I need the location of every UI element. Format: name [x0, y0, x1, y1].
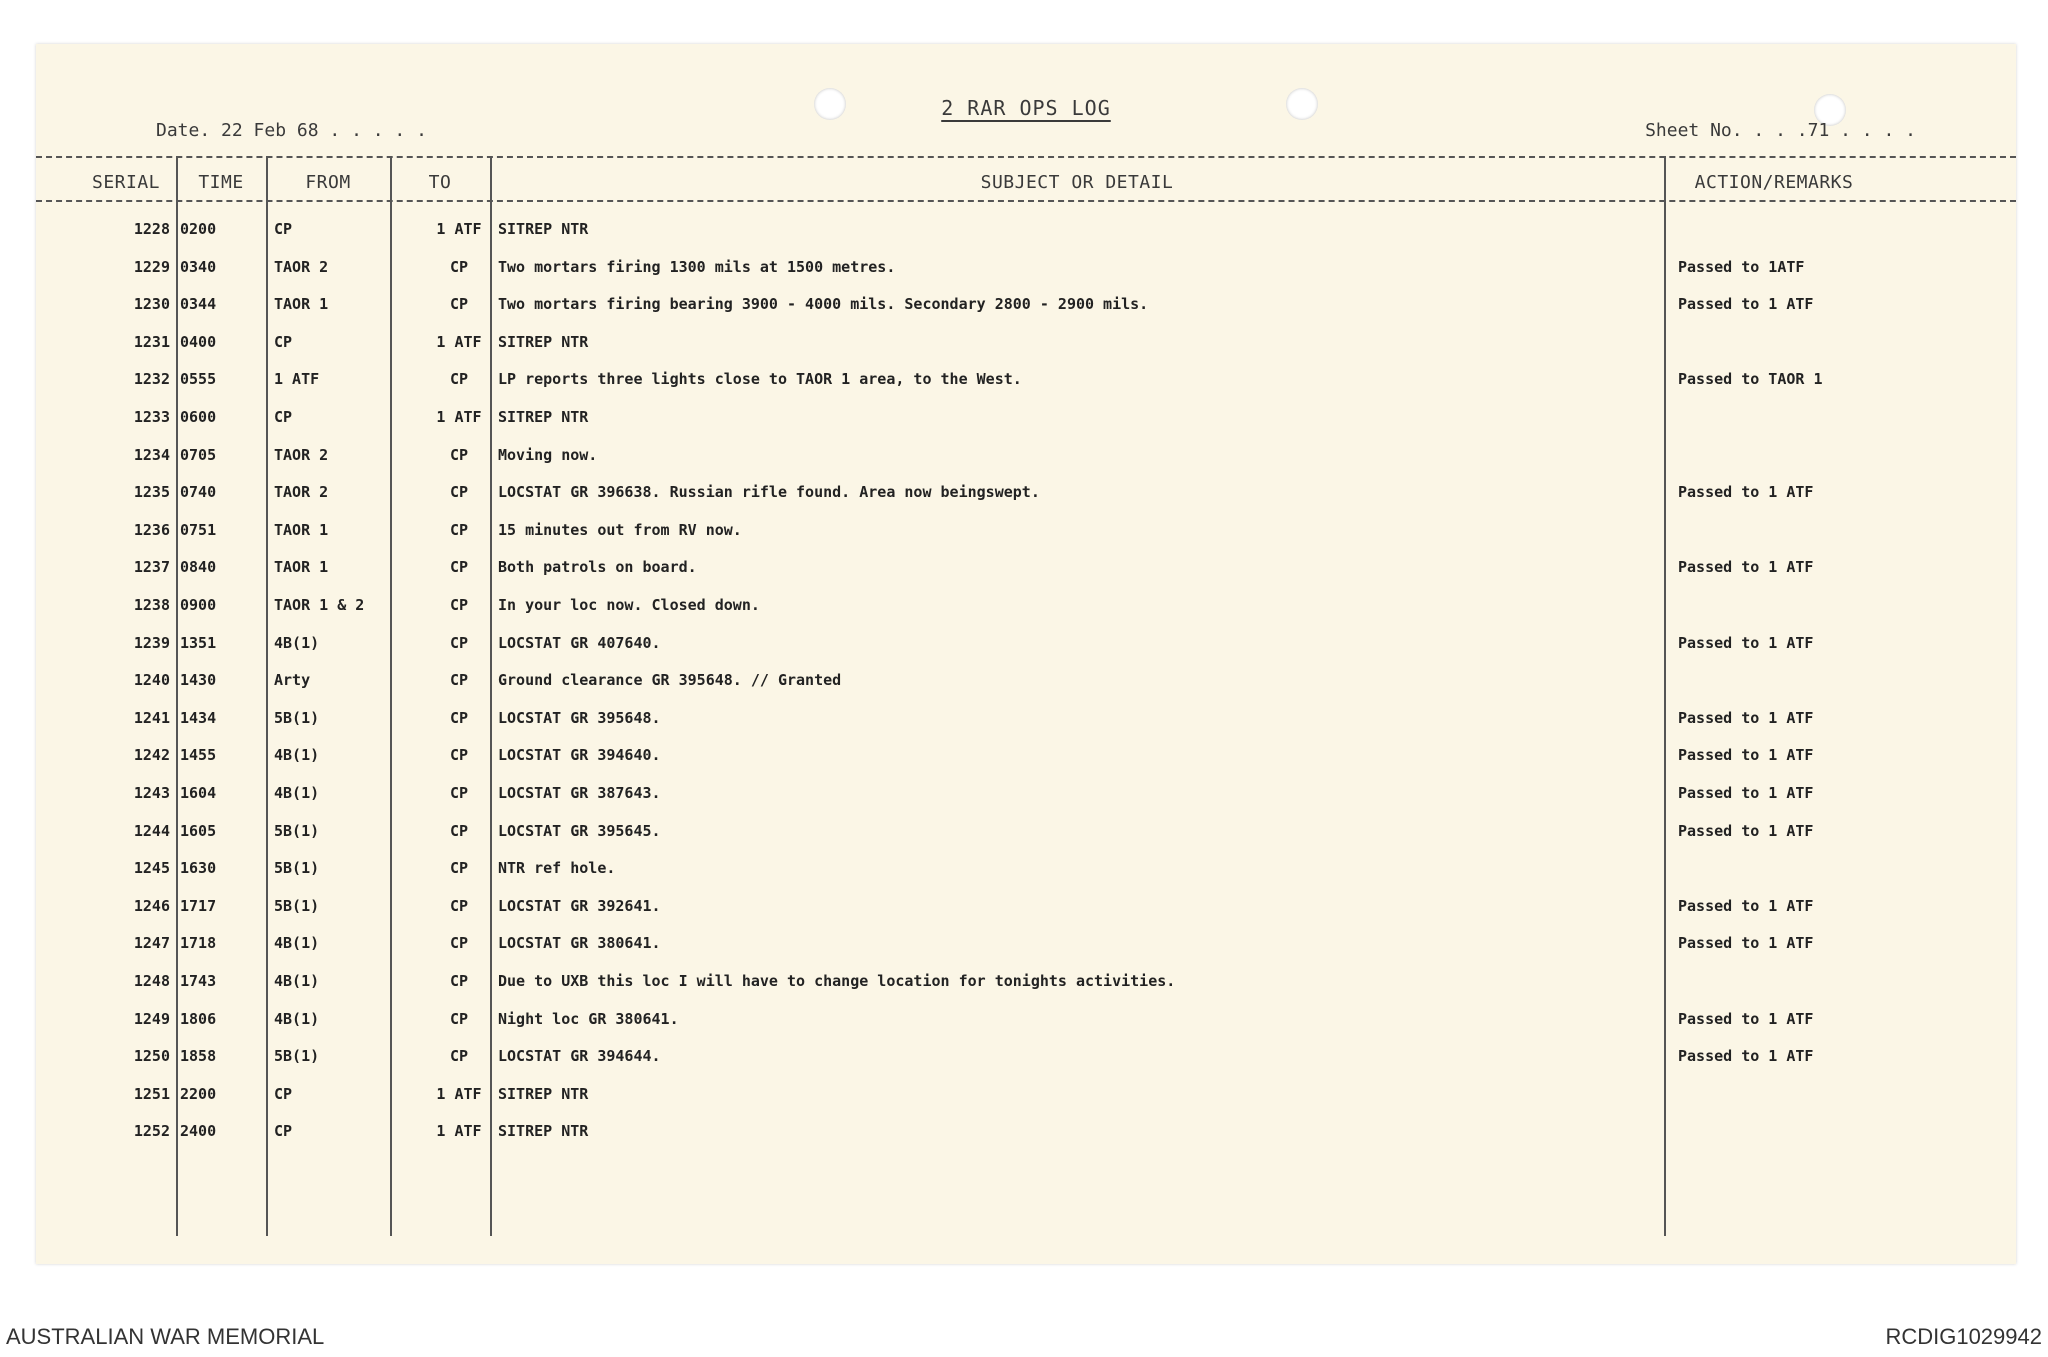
row-subject: SITREP NTR: [498, 408, 589, 426]
log-sheet: [36, 44, 2016, 1264]
table-row: [36, 1000, 2016, 1036]
row-time: 0751: [180, 520, 217, 539]
row-serial: 1250: [133, 1047, 170, 1066]
table-row: [36, 586, 2016, 622]
table-row: [36, 962, 2016, 998]
table-row: [36, 473, 2016, 509]
row-serial: 1248: [133, 972, 170, 990]
row-to: CP: [449, 708, 469, 727]
row-from: 4B(1): [274, 784, 320, 802]
row-to: CP: [449, 784, 469, 802]
row-time: 1806: [180, 1009, 217, 1028]
row-from: 4B(1): [274, 746, 320, 765]
row-from: CP: [274, 220, 293, 238]
row-to: CP: [449, 520, 469, 539]
row-from: 5B(1): [274, 1047, 320, 1066]
table-row: [36, 360, 2016, 396]
row-from: 5B(1): [274, 859, 320, 878]
row-serial: 1232: [133, 370, 170, 389]
row-subject: Two mortars firing 1300 mils at 1500 metres.: [498, 257, 896, 276]
row-to: 1 ATF: [436, 1122, 482, 1141]
row-time: 2200: [180, 1084, 217, 1103]
row-to: CP: [449, 370, 469, 389]
row-serial: 1251: [133, 1084, 170, 1103]
table-row: [36, 661, 2016, 697]
row-subject: LOCSTAT GR 396638. Russian rifle found. Area now beingswept.: [498, 483, 1040, 502]
row-time: 1743: [180, 972, 217, 990]
row-to: CP: [449, 746, 469, 765]
row-serial: 1247: [133, 934, 170, 953]
row-time: 1858: [180, 1047, 217, 1066]
header-serial: SERIAL: [91, 172, 161, 193]
document-title: 2 RAR OPS LOG: [941, 96, 1111, 120]
row-from: TAOR 1: [274, 558, 329, 577]
row-action: Passed to 1 ATF: [1678, 896, 1814, 915]
row-subject: In your loc now. Closed down.: [498, 596, 760, 614]
row-subject: LOCSTAT GR 387643.: [498, 784, 661, 802]
row-to: CP: [449, 257, 469, 276]
row-subject: NTR ref hole.: [498, 859, 616, 878]
row-time: 1434: [180, 708, 217, 727]
row-serial: 1249: [133, 1009, 170, 1028]
row-time: 1630: [180, 859, 217, 878]
row-from: CP: [274, 1122, 293, 1141]
row-subject: LOCSTAT GR 395648.: [498, 708, 661, 727]
table-row: [36, 248, 2016, 284]
row-action: Passed to 1 ATF: [1678, 1047, 1814, 1066]
row-action: Passed to 1 ATF: [1678, 746, 1814, 765]
row-time: 1351: [180, 633, 217, 652]
row-serial: 1241: [133, 708, 170, 727]
table-row: [36, 1037, 2016, 1073]
row-subject: Night loc GR 380641.: [498, 1009, 679, 1028]
row-serial: 1229: [133, 257, 170, 276]
row-subject: LOCSTAT GR 394644.: [498, 1047, 661, 1066]
table-row: [36, 774, 2016, 810]
row-from: 1 ATF: [274, 370, 320, 389]
row-action: Passed to 1 ATF: [1678, 1009, 1814, 1028]
row-time: 0740: [180, 483, 217, 502]
header-to: TO: [428, 172, 452, 193]
row-from: TAOR 1 & 2: [274, 596, 365, 614]
row-serial: 1245: [133, 859, 170, 878]
row-to: CP: [449, 633, 469, 652]
row-to: CP: [449, 934, 469, 953]
row-action: Passed to 1ATF: [1678, 257, 1805, 276]
row-to: CP: [449, 1009, 469, 1028]
row-subject: Two mortars firing bearing 3900 - 4000 mils. Secondary 2800 - 2900 mils.: [498, 295, 1149, 314]
table-row: [36, 812, 2016, 848]
row-action: Passed to 1 ATF: [1678, 558, 1814, 577]
table-row: [36, 511, 2016, 547]
row-from: TAOR 2: [274, 445, 329, 464]
row-serial: 1243: [133, 784, 170, 802]
row-subject: Ground clearance GR 395648. // Granted: [498, 671, 842, 690]
row-time: 1455: [180, 746, 217, 765]
row-time: 0400: [180, 332, 217, 351]
row-action: Passed to TAOR 1: [1678, 370, 1823, 389]
row-to: CP: [449, 896, 469, 915]
table-row: [36, 548, 2016, 584]
row-to: 1 ATF: [436, 1084, 482, 1103]
table-row: [36, 924, 2016, 960]
row-time: 0200: [180, 220, 217, 238]
row-to: 1 ATF: [436, 220, 482, 238]
row-to: CP: [449, 821, 469, 840]
table-row: [36, 849, 2016, 885]
row-subject: LOCSTAT GR 380641.: [498, 934, 661, 953]
row-time: 0555: [180, 370, 217, 389]
row-serial: 1231: [133, 332, 170, 351]
row-serial: 1244: [133, 821, 170, 840]
table-row: [36, 624, 2016, 660]
table-row: [36, 699, 2016, 735]
row-subject: SITREP NTR: [498, 1084, 589, 1103]
footer-institution: AUSTRALIAN WAR MEMORIAL: [6, 1324, 325, 1349]
row-time: 1604: [180, 784, 217, 802]
row-to: CP: [449, 1047, 469, 1066]
row-subject: Both patrols on board.: [498, 558, 697, 577]
table-row: [36, 210, 2016, 246]
row-from: 4B(1): [274, 1009, 320, 1028]
row-subject: Due to UXB this loc I will have to change location for tonights activities.: [498, 972, 1176, 990]
row-from: 5B(1): [274, 896, 320, 915]
row-serial: 1237: [133, 558, 170, 577]
row-serial: 1236: [133, 520, 170, 539]
row-serial: 1234: [133, 445, 170, 464]
row-action: Passed to 1 ATF: [1678, 633, 1814, 652]
table-row: [36, 887, 2016, 923]
table-row: [36, 323, 2016, 359]
header-bottom-rule: [36, 200, 2016, 202]
row-time: 0900: [180, 596, 217, 614]
row-from: CP: [274, 1084, 293, 1103]
row-serial: 1240: [133, 671, 170, 690]
row-time: 0840: [180, 558, 217, 577]
row-serial: 1246: [133, 896, 170, 915]
row-serial: 1238: [133, 596, 170, 614]
row-time: 0340: [180, 257, 217, 276]
row-from: 5B(1): [274, 708, 320, 727]
row-serial: 1242: [133, 746, 170, 765]
row-action: Passed to 1 ATF: [1678, 483, 1814, 502]
row-to: CP: [449, 295, 469, 314]
header-from: FROM: [305, 172, 351, 193]
row-action: Passed to 1 ATF: [1678, 821, 1814, 840]
row-action: Passed to 1 ATF: [1678, 934, 1814, 953]
row-serial: 1239: [133, 633, 170, 652]
row-serial: 1230: [133, 295, 170, 314]
row-subject: Moving now.: [498, 445, 598, 464]
row-from: TAOR 2: [274, 483, 329, 502]
row-subject: SITREP NTR: [498, 332, 589, 351]
row-time: 1718: [180, 934, 217, 953]
row-subject: SITREP NTR: [498, 1122, 589, 1141]
row-from: 4B(1): [274, 633, 320, 652]
row-from: 4B(1): [274, 934, 320, 953]
row-action: Passed to 1 ATF: [1678, 295, 1814, 314]
row-subject: LP reports three lights close to TAOR 1 area, to the West.: [498, 370, 1022, 389]
header-top-rule: [36, 156, 2016, 158]
header-subject: SUBJECT OR DETAIL: [980, 172, 1174, 193]
row-from: TAOR 2: [274, 257, 329, 276]
row-from: CP: [274, 408, 293, 426]
row-to: 1 ATF: [436, 332, 482, 351]
row-from: 4B(1): [274, 972, 320, 990]
row-to: CP: [449, 671, 469, 690]
row-subject: 15 minutes out from RV now.: [498, 520, 742, 539]
row-subject: LOCSTAT GR 392641.: [498, 896, 661, 915]
row-from: TAOR 1: [274, 520, 329, 539]
table-row: [36, 1112, 2016, 1148]
row-to: CP: [449, 859, 469, 878]
row-serial: 1233: [133, 408, 170, 426]
row-time: 0600: [180, 408, 217, 426]
row-time: 1605: [180, 821, 217, 840]
row-serial: 1252: [133, 1122, 170, 1141]
row-to: CP: [449, 596, 469, 614]
row-time: 0344: [180, 295, 217, 314]
table-row: [36, 398, 2016, 434]
row-action: Passed to 1 ATF: [1678, 708, 1814, 727]
row-to: CP: [449, 558, 469, 577]
row-from: CP: [274, 332, 293, 351]
footer-record-id: RCDIG1029942: [1885, 1324, 2042, 1349]
row-from: Arty: [274, 671, 311, 690]
table-row: [36, 1075, 2016, 1111]
header-action: ACTION/REMARKS: [1694, 172, 1854, 193]
date-label: Date. 22 Feb 68 . . . . .: [156, 120, 427, 141]
header-time: TIME: [198, 172, 244, 193]
row-subject: SITREP NTR: [498, 220, 589, 238]
row-serial: 1235: [133, 483, 170, 502]
row-from: 5B(1): [274, 821, 320, 840]
row-subject: LOCSTAT GR 394640.: [498, 746, 661, 765]
row-time: 0705: [180, 445, 217, 464]
row-to: CP: [449, 483, 469, 502]
row-to: CP: [449, 972, 469, 990]
row-time: 1430: [180, 671, 217, 690]
row-subject: LOCSTAT GR 395645.: [498, 821, 661, 840]
row-serial: 1228: [133, 220, 170, 238]
row-to: CP: [449, 445, 469, 464]
table-row: [36, 736, 2016, 772]
row-from: TAOR 1: [274, 295, 329, 314]
row-to: 1 ATF: [436, 408, 482, 426]
table-row: [36, 285, 2016, 321]
row-action: Passed to 1 ATF: [1678, 784, 1814, 802]
row-subject: LOCSTAT GR 407640.: [498, 633, 661, 652]
row-time: 1717: [180, 896, 217, 915]
sheet-number: Sheet No. . . .71 . . . .: [1645, 120, 1916, 141]
table-row: [36, 436, 2016, 472]
row-time: 2400: [180, 1122, 217, 1141]
